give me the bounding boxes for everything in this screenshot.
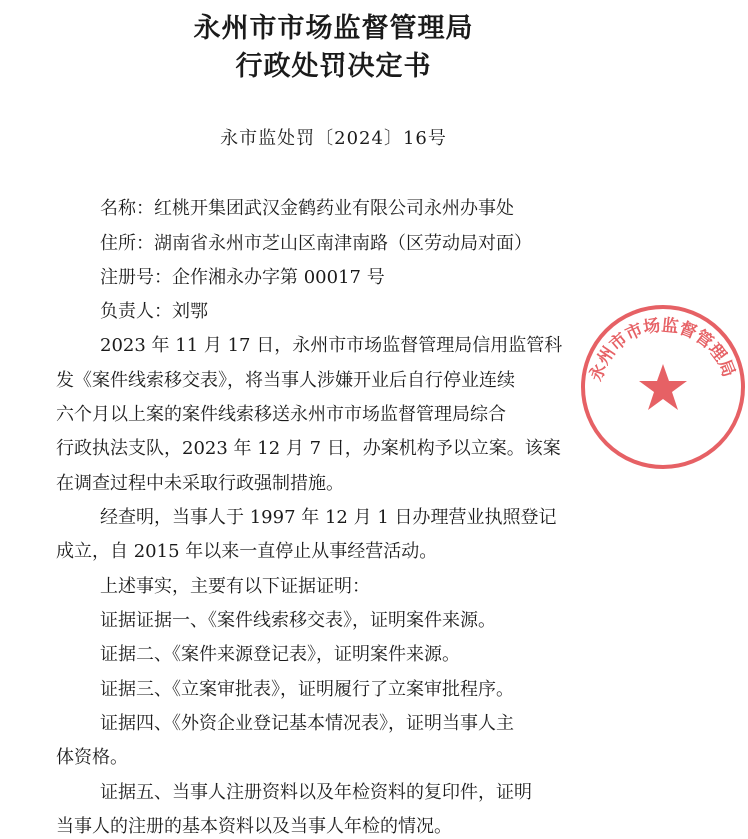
- body-line: 六个月以上案的案件线索移送永州市市场监督管理局综合: [56, 404, 506, 425]
- body-line: 2023 年 11 月 17 日，永州市市场监督管理局信用监管科: [100, 335, 563, 356]
- party-responsible-person: 负责人：刘鄂: [100, 301, 208, 322]
- body-line: 成立，自 2015 年以来一直停止从事经营活动。: [56, 541, 438, 562]
- org-title: 永州市市场监督管理局: [193, 13, 474, 44]
- seal-ring: [583, 307, 743, 467]
- seal-star-icon: [639, 364, 687, 410]
- official-seal: [578, 302, 748, 472]
- body-line: 在调查过程中未采取行政强制措施。: [56, 473, 344, 494]
- evidence-line: 证据四、《外资企业登记基本情况表》，证明当事人主: [100, 713, 514, 734]
- evidence-line: 证据证据一、《案件线索移交表》，证明案件来源。: [100, 610, 496, 631]
- body-line: 行政执法支队，2023 年 12 月 7 日，办案机构予以立案。该案: [56, 438, 561, 459]
- seal-text: 永州市市场监督管理局: [586, 315, 739, 384]
- body-line: 上述事实，主要有以下证据证明：: [100, 576, 370, 597]
- body-line: 发《案件线索移交表》，将当事人涉嫌开业后自行停业连续: [56, 370, 515, 391]
- party-name: 名称：红桃开集团武汉金鹤药业有限公司永州办事处: [100, 198, 514, 219]
- party-registration-number: 注册号：企作湘永办字第 00017 号: [100, 267, 385, 288]
- evidence-line: 当事人的注册的基本资料以及当事人年检的情况。: [56, 816, 452, 837]
- document-number: 永市监处罚〔2024〕16号: [220, 128, 447, 149]
- evidence-line: 证据三、《立案审批表》，证明履行了立案审批程序。: [100, 679, 514, 700]
- body-line: 经查明，当事人于 1997 年 12 月 1 日办理营业执照登记: [100, 507, 557, 528]
- evidence-line: 证据二、《案件来源登记表》，证明案件来源。: [100, 644, 460, 665]
- party-address: 住所：湖南省永州市芝山区南津南路（区劳动局对面）: [100, 233, 532, 254]
- document-title: 行政处罚决定书: [235, 51, 432, 82]
- evidence-line: 证据五、当事人注册资料以及年检资料的复印件，证明: [100, 782, 532, 803]
- evidence-line: 体资格。: [56, 747, 128, 768]
